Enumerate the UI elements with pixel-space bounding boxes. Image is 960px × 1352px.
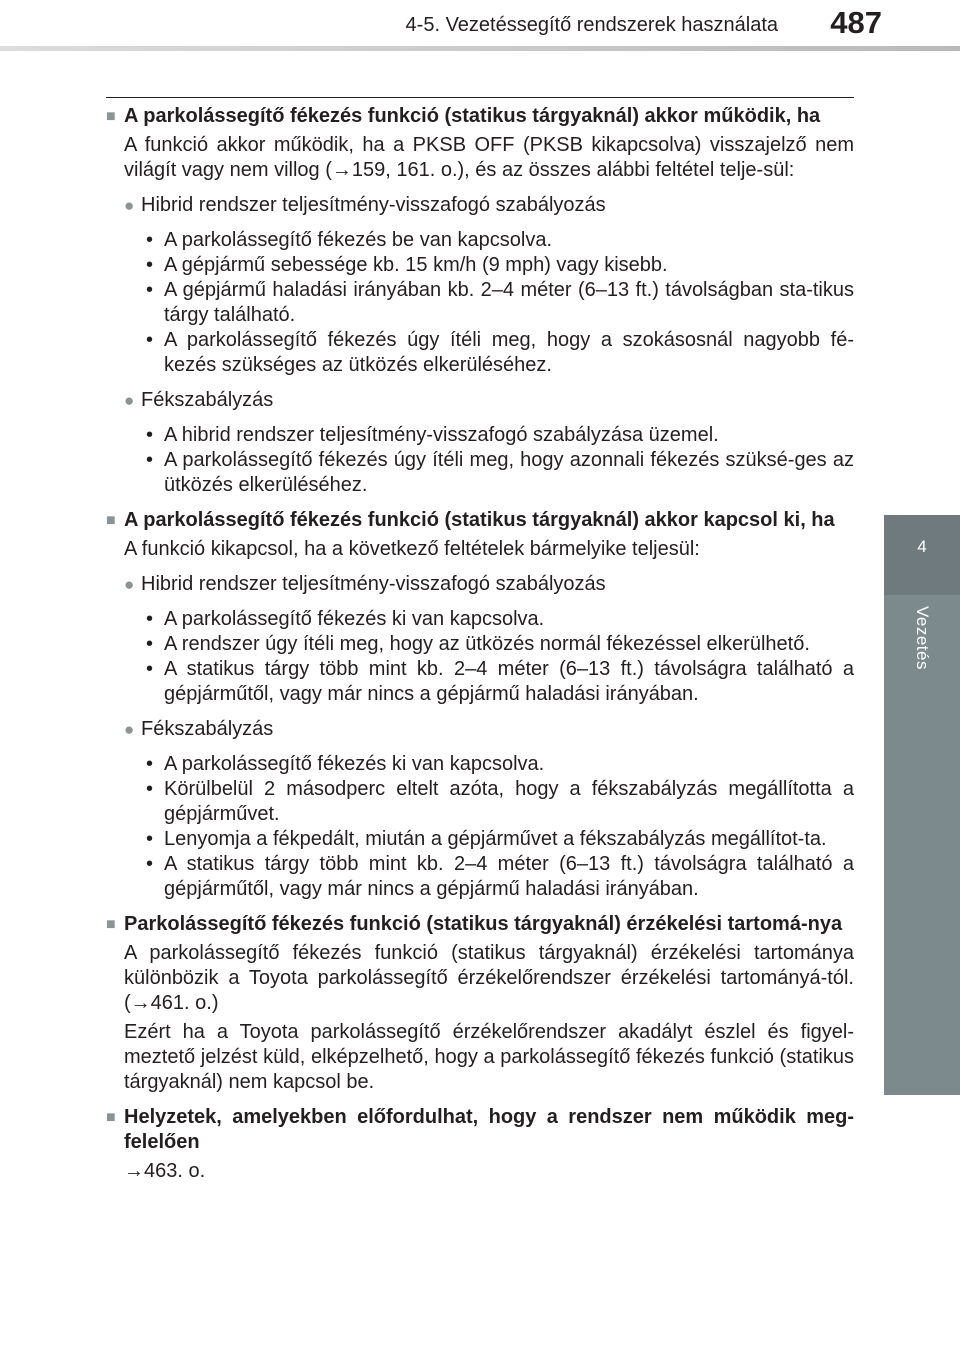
circle-bullet-icon: ● — [124, 391, 135, 410]
section — [106, 508, 854, 902]
list-item-text: Körülbelül 2 másodperc eltelt azóta, hogy a fékszabályzás megállította a gépjárművet. — [164, 778, 854, 825]
section-heading-text: Helyzetek, amelyekben előfordulhat, hogy a rendszer nem működik meg-felelően — [124, 1106, 854, 1153]
section-heading — [106, 912, 854, 937]
list-item-text: A statikus tárgy több mint kb. 2–4 méter (6–13 ft.) távolságra található a gépjárműtől, vagy már nincs a gépjármű haladási irányában. — [164, 853, 854, 900]
bullet-dot-icon: • — [146, 329, 154, 351]
section — [106, 912, 854, 1095]
bullet-dot-icon: • — [146, 608, 154, 630]
page-content — [106, 104, 854, 1184]
list-item — [146, 657, 854, 707]
list-item-text: A gépjármű haladási irányában kb. 2–4 méter (6–13 ft.) távolságban sta-tikus tárgy található. — [164, 279, 854, 326]
list-item — [146, 448, 854, 498]
list-item-text: A parkolássegítő fékezés úgy ítéli meg, hogy azonnali fékezés szüksé-ges az ütközés elkerüléséhez. — [164, 449, 854, 496]
subsection-heading — [124, 572, 854, 597]
chapter-tab-label: Vezetés — [913, 606, 932, 670]
subsection-heading — [124, 193, 854, 218]
section-paragraph: A funkció akkor működik, ha a PKSB OFF (PKSB kikapcsolva) visszajelző nem világít vagy nem villog (→159, 161. o.), és az összes alábbi feltétel telje-sül: — [124, 134, 854, 181]
circle-bullet-icon: ● — [124, 196, 135, 215]
subsection-heading-text: Fékszabályzás — [141, 718, 274, 740]
bullet-dot-icon: • — [146, 229, 154, 251]
subsection-heading — [124, 717, 854, 742]
subsection-heading — [124, 388, 854, 413]
list-item-text: A hibrid rendszer teljesítmény-visszafogó szabályzása üzemel. — [164, 424, 719, 446]
subsection-heading-text: Hibrid rendszer teljesítmény-visszafogó szabályozás — [141, 573, 606, 595]
circle-bullet-icon: ● — [124, 720, 135, 739]
header-section-title: 4-5. Vezetéssegítő rendszerek használata — [405, 14, 778, 36]
square-bullet-icon: ■ — [106, 916, 116, 933]
list-item — [146, 827, 854, 852]
chapter-tab-strip — [884, 595, 960, 1095]
section-paragraph: →463. o. — [124, 1160, 206, 1182]
subsection-heading-text: Fékszabályzás — [141, 389, 274, 411]
bullet-dot-icon: • — [146, 424, 154, 446]
list-item — [146, 607, 854, 632]
section-heading-text: A parkolássegítő fékezés funkció (statikus tárgyaknál) akkor működik, ha — [124, 105, 821, 127]
bullet-list — [146, 607, 854, 707]
bullet-dot-icon: • — [146, 658, 154, 680]
square-bullet-icon: ■ — [106, 108, 116, 125]
list-item — [146, 777, 854, 827]
section-heading-text: A parkolássegítő fékezés funkció (statikus tárgyaknál) akkor kapcsol ki, ha — [124, 509, 835, 531]
section — [106, 104, 854, 498]
bullet-dot-icon: • — [146, 254, 154, 276]
section-paragraph: Ezért ha a Toyota parkolássegítő érzékelőrendszer akadályt észlel és figyel-meztető jelzést küld, elképzelhető, hogy a parkolássegítő fékezés funkció (statikus tárgyaknál) nem kapcsol be. — [124, 1021, 854, 1093]
list-item-text: A parkolássegítő fékezés ki van kapcsolva. — [164, 608, 545, 630]
section-heading-text: Parkolássegítő fékezés funkció (statikus tárgyaknál) érzékelési tartomá-nya — [124, 913, 843, 935]
chapter-tab-number: 4 — [917, 537, 927, 556]
list-item-text: A rendszer úgy ítéli meg, hogy az ütközés normál fékezéssel elkerülhető. — [164, 633, 810, 655]
list-item — [146, 228, 854, 253]
page-number: 487 — [830, 5, 882, 40]
list-item-text: A statikus tárgy több mint kb. 2–4 méter (6–13 ft.) távolságra található a gépjárműtől, vagy már nincs a gépjármű haladási irányában. — [164, 658, 854, 705]
list-item — [146, 423, 854, 448]
bullet-dot-icon: • — [146, 778, 154, 800]
list-item-text: A gépjármű sebessége kb. 15 km/h (9 mph) vagy kisebb. — [164, 254, 668, 276]
section-paragraph: A funkció kikapcsol, ha a következő feltételek bármelyike teljesül: — [124, 538, 700, 560]
list-item — [146, 752, 854, 777]
list-item — [146, 852, 854, 902]
list-item-text: A parkolássegítő fékezés úgy ítéli meg, hogy a szokásosnál nagyobb fé-kezés szükséges az ütközés elkerüléséhez. — [164, 329, 854, 376]
section-heading — [106, 508, 854, 533]
bullet-list — [146, 752, 854, 902]
bullet-dot-icon: • — [146, 753, 154, 775]
bullet-dot-icon: • — [146, 449, 154, 471]
bullet-dot-icon: • — [146, 279, 154, 301]
bullet-dot-icon: • — [146, 828, 154, 850]
bullet-dot-icon: • — [146, 633, 154, 655]
bullet-list — [146, 423, 854, 498]
subsection-heading-text: Hibrid rendszer teljesítmény-visszafogó szabályozás — [141, 194, 606, 216]
square-bullet-icon: ■ — [106, 512, 116, 529]
list-item-text: A parkolássegítő fékezés be van kapcsolva. — [164, 229, 553, 251]
section — [106, 1105, 854, 1184]
square-bullet-icon: ■ — [106, 1109, 116, 1126]
section-heading — [106, 1105, 854, 1155]
list-item — [146, 632, 854, 657]
bullet-dot-icon: • — [146, 853, 154, 875]
list-item — [146, 253, 854, 278]
section-heading — [106, 104, 854, 129]
section-paragraph: A parkolássegítő fékezés funkció (statikus tárgyaknál) érzékelési tartománya különbözik a Toyota parkolássegítő érzékelőrendszer érzékelési tartományá-tól. (→461. o.) — [124, 942, 854, 1014]
list-item — [146, 328, 854, 378]
list-item-text: Lenyomja a fékpedált, miután a gépjárművet a fékszabályzás megállítot-ta. — [164, 828, 827, 850]
list-item — [146, 278, 854, 328]
header-rule — [0, 46, 960, 51]
circle-bullet-icon: ● — [124, 575, 135, 594]
list-item-text: A parkolássegítő fékezés ki van kapcsolva. — [164, 753, 545, 775]
content-top-rule — [106, 97, 854, 98]
bullet-list — [146, 228, 854, 378]
